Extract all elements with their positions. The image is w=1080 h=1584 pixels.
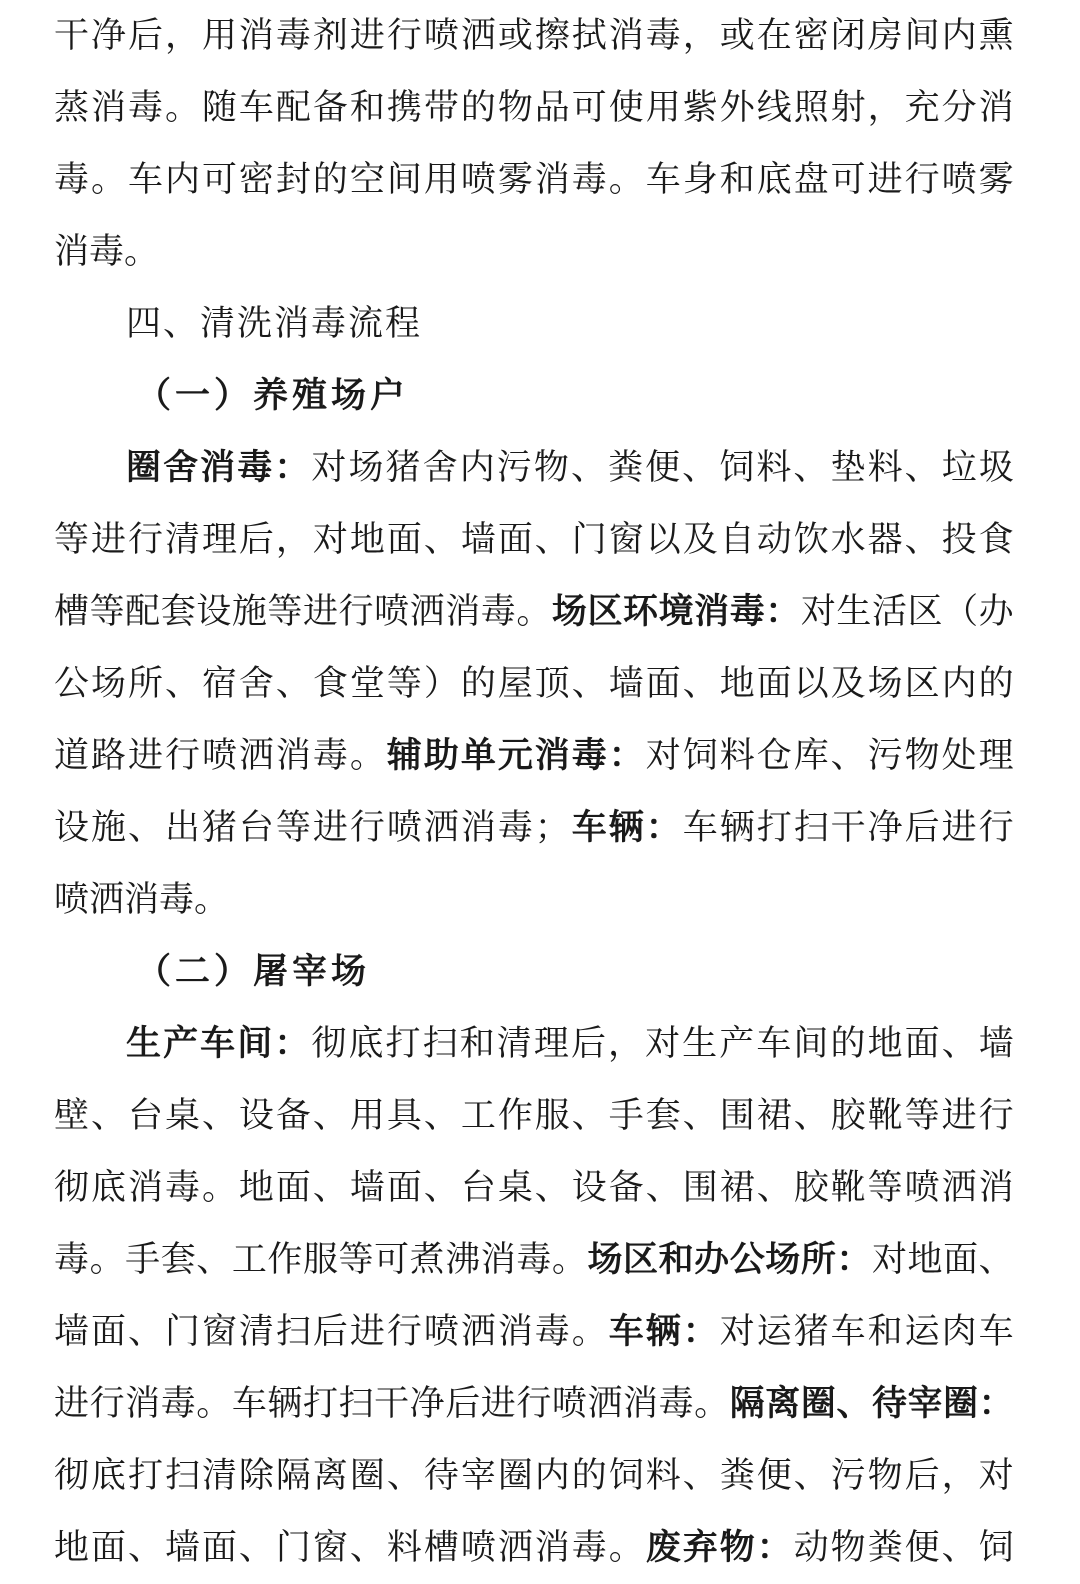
text-line: 干 净 后 ， 用 消 毒 剂 进 行 喷 洒 或 擦 拭 消 毒 ， 或 在 密 闭 房 间 内 熏 <box>54 16 1014 56</box>
document-body <box>54 0 1014 1584</box>
text-line: 四、清洗消毒流程 <box>126 304 423 344</box>
text-line: 毒 。 手 套 、 工 作 服 等 可 煮 沸 消 毒 。 场 区 和 办 公 场 所 ： 对 地 面 、 <box>54 1239 1014 1280</box>
text-line: 墙 面 、 门 窗 清 扫 后 进 行 喷 洒 消 毒 。 车 辆 ： 对 运 猪 车 和 运 肉 车 <box>54 1311 1014 1352</box>
text-line: 彻 底 打 扫 清 除 隔 离 圈 、 待 宰 圈 内 的 饲 料 、 粪 便 、 污 物 后 ， 对 <box>54 1456 1014 1496</box>
text-line: 喷洒消毒。 <box>54 880 230 920</box>
text-line: 等 进 行 清 理 后 ， 对 地 面 、 墙 面 、 门 窗 以 及 自 动 饮 水 器 、 投 食 <box>54 520 1014 560</box>
text-line: 槽 等 配 套 设 施 等 进 行 喷 洒 消 毒 。 场 区 环 境 消 毒 ： 对 生 活 区 （ 办 <box>54 591 1014 632</box>
text-line: 彻 底 消 毒 。 地 面 、 墙 面 、 台 桌 、 设 备 、 围 裙 、 胶 靴 等 喷 洒 消 <box>54 1168 1014 1208</box>
text-line: 消毒。 <box>54 232 160 272</box>
text-line: 毒 。 车 内 可 密 封 的 空 间 用 喷 雾 消 毒 。 车 身 和 底 盘 可 进 行 喷 雾 <box>54 160 1014 200</box>
document-page <box>54 0 1014 1584</box>
text-line: （二）屠宰场 <box>136 951 371 992</box>
text-line: 生 产 车 间 ： 彻 底 打 扫 和 清 理 后 ， 对 生 产 车 间 的 地 面 、 墙 <box>126 1023 1014 1064</box>
text-line: 进 行 消 毒 。 车 辆 打 扫 干 净 后 进 行 喷 洒 消 毒 。 隔 离 圈 、 待 宰 圈 ： <box>54 1383 1014 1424</box>
text-line: 设 施 、 出 猪 台 等 进 行 喷 洒 消 毒 ； 车 辆 ： 车 辆 打 扫 干 净 后 进 行 <box>54 807 1014 848</box>
text-line: （一）养殖场户 <box>136 375 410 416</box>
text-line: 道 路 进 行 喷 洒 消 毒 。 辅 助 单 元 消 毒 ： 对 饲 料 仓 库 、 污 物 处 理 <box>54 735 1014 776</box>
text-line: 公 场 所 、 宿 舍 、 食 堂 等 ） 的 屋 顶 、 墙 面 、 地 面 以 及 场 区 内 的 <box>54 664 1014 704</box>
text-line: 圈 舍 消 毒 ： 对 场 猪 舍 内 污 物 、 粪 便 、 饲 料 、 垫 料 、 垃 圾 <box>126 447 1014 488</box>
text-line: 蒸 消 毒 。 随 车 配 备 和 携 带 的 物 品 可 使 用 紫 外 线 照 射 ， 充 分 消 <box>54 88 1014 128</box>
text-line: 壁 、 台 桌 、 设 备 、 用 具 、 工 作 服 、 手 套 、 围 裙 、 胶 靴 等 进 行 <box>54 1096 1014 1136</box>
text-line: 地 面 、 墙 面 、 门 窗 、 料 槽 喷 洒 消 毒 。 废 弃 物 ： 动 物 粪 便 、 饲 <box>54 1527 1014 1568</box>
